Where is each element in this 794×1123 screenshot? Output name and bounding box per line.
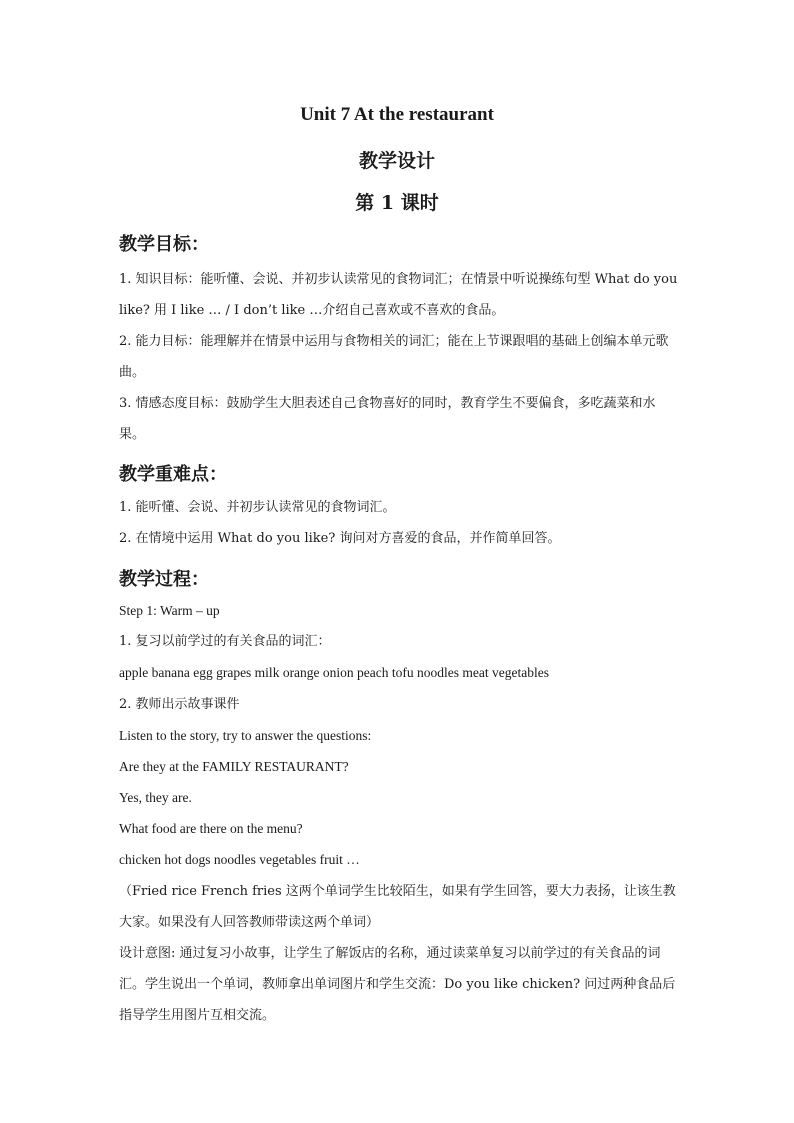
process-line-vocab: apple banana egg grapes milk orange onion peach tofu noodles meat vegetables xyxy=(119,665,549,680)
key-point-item-2: 2. 在情境中运用 What do you like? 询问对方喜爱的食品，并作简单回答。 xyxy=(119,531,561,546)
lesson-number: 第 1 课时 xyxy=(355,192,439,214)
process-heading: 教学过程： xyxy=(119,569,209,590)
process-line-step1: Step 1: Warm – up xyxy=(119,603,220,618)
objective-item-3: 3. 情感态度目标：鼓励学生大胆表述自己食物喜好的同时，教育学生不要偏食，多吃蔬菜和水果。 xyxy=(119,396,656,442)
process-line-review: 1. 复习以前学过的有关食品的词汇： xyxy=(119,634,331,649)
process-line-answer: Yes, they are. xyxy=(119,790,192,805)
process-line-question: Are they at the FAMILY RESTAURANT? xyxy=(119,759,349,774)
key-points-heading: 教学重难点： xyxy=(119,464,227,485)
process-line-listen: Listen to the story, try to answer the questions: xyxy=(119,728,372,743)
process-line-story: 2. 教师出示故事课件 xyxy=(119,697,240,712)
unit-title: Unit 7 At the restaurant xyxy=(300,104,494,125)
process-note: （Fried rice French fries 这两个单词学生比较陌生，如果有学生回答，要大力表扬，让该生教大家。如果没有人回答教师带读这两个单词） xyxy=(119,884,676,930)
process-line-menu-question: What food are there on the menu? xyxy=(119,821,303,836)
document-subtitle: 教学设计 xyxy=(358,150,435,172)
design-intent: 设计意图: 通过复习小故事，让学生了解饭店的名称，通过读菜单复习以前学过的有关食品的词汇。学生说出一个单词，教师拿出单词图片和学生交流：Do you like chicken? 问过两种食品后指导学生用图片互相交流。 xyxy=(119,946,676,1023)
key-point-item-1: 1. 能听懂、会说、并初步认读常见的食物词汇。 xyxy=(119,500,396,515)
objective-item-1: 1. 知识目标：能听懂、会说、并初步认读常见的食物词汇；在情景中听说操练句型 What do you like? 用 I like … / I don’t like …介绍自己喜欢或不喜欢的食品。 xyxy=(119,272,678,318)
objectives-heading: 教学目标： xyxy=(119,234,209,255)
objective-item-2: 2. 能力目标：能理解并在情景中运用与食物相关的词汇；能在上节课跟唱的基础上创编本单元歌曲。 xyxy=(119,334,669,380)
process-line-menu-items: chicken hot dogs noodles vegetables fruit … xyxy=(119,852,360,867)
